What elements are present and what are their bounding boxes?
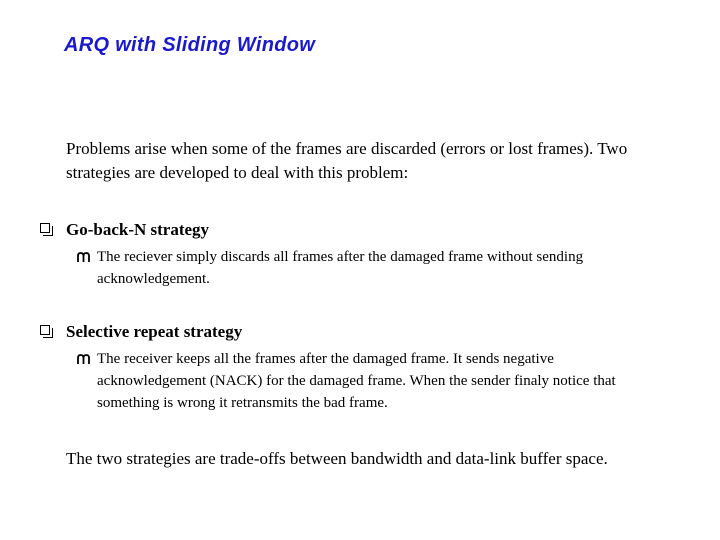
m-bullet-icon [77,354,90,364]
conclusion-paragraph: The two strategies are trade-offs between bandwidth and data-link buffer space. [66,449,608,468]
checkbox-bullet-icon [40,223,50,233]
strategy-detail-text: The receiver keeps all the frames after the damaged frame. It sends negative acknowledgement (NACK) for the damaged frame. When the sender finaly notice that something is wrong it retransmits the bad frame. [97,351,616,411]
m-bullet-icon [77,252,90,262]
strategy-heading: Selective repeat strategy [66,322,243,341]
strategy-detail-text: The reciever simply discards all frames after the damaged frame without sending acknowledgement. [97,249,584,287]
slide-title: ARQ with Sliding Window [64,34,316,56]
strategy-heading: Go-back-N strategy [66,220,210,239]
intro-paragraph: Problems arise when some of the frames are discarded (errors or lost frames). Two strategies are developed to deal with this problem: [66,139,628,182]
checkbox-bullet-icon [40,325,50,335]
